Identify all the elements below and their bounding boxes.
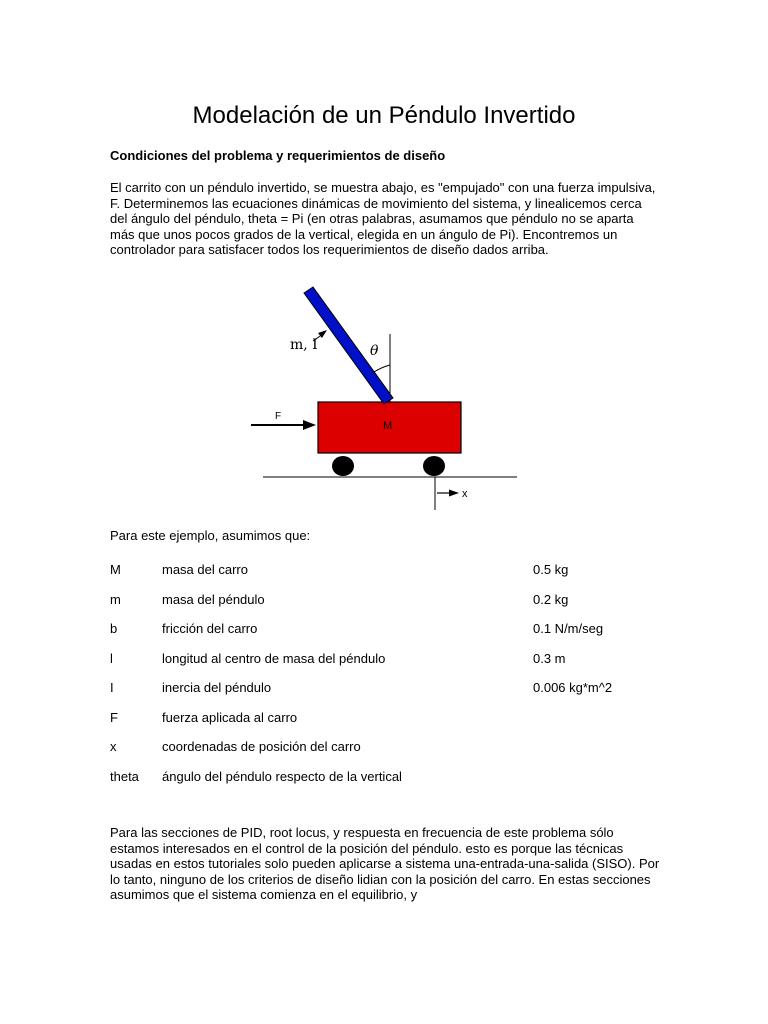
parameter-description: inercia del péndulo <box>162 680 272 695</box>
parameter-value: 0.5 kg <box>533 562 569 577</box>
parameter-value: 0.2 kg <box>533 591 569 607</box>
parameter-description: fuerza aplicada al carro <box>162 709 298 725</box>
table-row <box>110 739 670 769</box>
parameter-description: longitud al centro de masa del péndulo <box>162 650 386 666</box>
parameter-description: masa del carro <box>162 562 248 577</box>
parameter-description: coordenadas de posición del carro <box>162 739 361 754</box>
theta-arc <box>372 365 390 373</box>
parameter-description: masa del péndulo <box>162 591 265 607</box>
parameter-description: fricción del carro <box>162 621 258 636</box>
pendulum-cart-figure <box>245 285 535 515</box>
table-row <box>110 710 670 740</box>
table-row <box>110 769 670 799</box>
parameter-description: ángulo del péndulo respecto de la vertical <box>162 768 402 784</box>
parameter-symbol: m <box>110 591 121 607</box>
parameter-symbol: M <box>110 562 121 577</box>
parameters-table <box>110 562 670 798</box>
parameter-symbol: theta <box>110 768 139 784</box>
table-row <box>110 592 670 622</box>
paragraph-siso-discussion: Para las secciones de PID, root locus, y respuesta en frecuencia de este problema sólo estamos interesados en el control de la posición del péndulo. esto es porque las técnicas usadas en estos tutoriales solo pueden aplicarse a sistema una-entrada-una-salida (SISO). Por lo tanto, ninguno de los criterios de diseño lidian con la posición del carro. En estas secciones asumimos que el sistema comienza en el equilibrio, y <box>110 825 660 902</box>
theta-label: θ <box>370 343 379 359</box>
parameter-symbol: b <box>110 621 118 636</box>
table-row <box>110 680 670 710</box>
x-arrow-head <box>449 490 459 497</box>
x-label: x <box>462 488 468 500</box>
parameter-symbol: F <box>110 709 118 725</box>
left-wheel <box>332 456 354 476</box>
parameter-symbol: l <box>110 650 113 666</box>
parameter-value: 0.3 m <box>533 650 566 666</box>
table-row <box>110 562 670 592</box>
cart-mass-label: M <box>383 420 393 432</box>
force-arrow-head <box>303 420 316 430</box>
force-label: F <box>275 411 282 422</box>
parameter-value: 0.1 N/m/seg <box>533 621 604 636</box>
section-subtitle: Condiciones del problema y requerimientos de diseño <box>110 148 446 163</box>
mass-inertia-label: m, I <box>290 337 318 353</box>
parameter-value: 0.006 kg*m^2 <box>533 680 613 695</box>
parameter-symbol: I <box>110 680 114 695</box>
paragraph-assumptions-intro: Para este ejemplo, asumimos que: <box>110 528 311 543</box>
table-row <box>110 621 670 651</box>
page-title: Modelación de un Péndulo Invertido <box>192 102 576 129</box>
table-row <box>110 651 670 681</box>
right-wheel <box>423 456 445 476</box>
parameter-symbol: x <box>110 739 117 754</box>
paragraph-problem-statement: El carrito con un péndulo invertido, se muestra abajo, es "empujado" con una fuerza impulsiva, F. Determinemos las ecuaciones dinámicas de movimiento del sistema, y linealicemos cerca del ángulo del péndulo, theta = Pi (en otras palabras, asumamos que péndulo no se aparta más que unos pocos grados de la vertical, elegida en un ángulo de Pi). Encontremos un controlador para satisfacer todos los requerimientos de diseño dados arriba. <box>110 180 656 257</box>
